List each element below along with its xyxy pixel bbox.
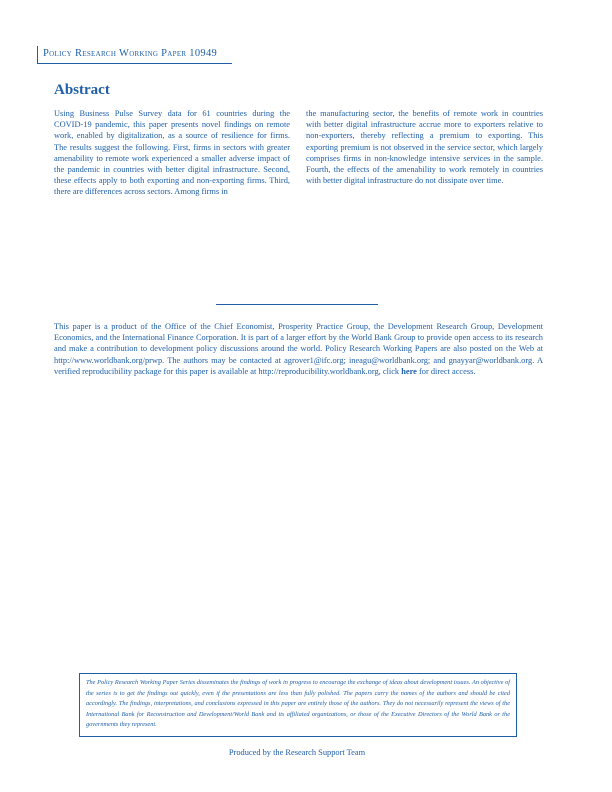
paper-info-text: This paper is a product of the Office of the Chief Economist, Prosperity Practice Group, the Development Research Group, Development Economics, and the International Finance Corporation. It is part of a larger effort by the World Bank Group to provide open access to its research and make a contribution to development policy discussions around the world. Policy Research Working Papers are also posted on the Web at http://www.worldbank.org/prwp. The authors may be contacted at agrover1@ifc.org; ineagu@worldbank.org; and gnayyar@worldbank.org. A verified reproducibility package for this paper is available at http://reproducibility.worldbank.org, click bbox=[54, 322, 543, 376]
produced-by-credit: Produced by the Research Support Team bbox=[228, 748, 366, 757]
disclaimer-box bbox=[79, 673, 517, 737]
reproducibility-link[interactable]: here bbox=[401, 366, 417, 376]
paper-info-text-end: for direct access. bbox=[416, 366, 476, 376]
series-title: Policy Research Working Paper 10949 bbox=[43, 48, 218, 59]
abstract-heading: Abstract bbox=[54, 82, 110, 98]
abstract-column-left: Using Business Pulse Survey data for 61 countries during the COVID-19 pandemic, this paper presents novel findings on remote work, enabled by digitalization, as a source of resilience for firms. The results suggest the following. First, firms in sectors with greater amenability to remote work experienced a smaller adverse impact of the pandemic in countries with better digital infrastructure. Second, these effects apply to both exporting and non-exporting firms. Third, there are differences across sectors. Among firms in bbox=[54, 109, 290, 197]
disclaimer-text: The Policy Research Working Paper Series disseminates the findings of work in progress to encourage the exchange of ideas about development issues. An objective of the series is to get the findings out quickly, even if the presentations are less than fully polished. The papers carry the names of the authors and should be cited accordingly. The findings, interpretations, and conclusions expressed in this paper are entirely those of the authors. They do not necessarily represent the views of the International Bank for Reconstruction and Development/World Bank and its affiliated organizations, or those of the Executive Directors of the World Bank or the governments they represent. bbox=[86, 679, 510, 729]
paper-info-paragraph bbox=[54, 321, 543, 377]
series-header bbox=[37, 46, 232, 64]
abstract-column-right: the manufacturing sector, the benefits of remote work in countries with better digital infrastructure accrue more to exporters relative to non-exporters, thereby reflecting a premium to exporting. This exporting premium is not observed in the service sector, which largely comprises firms in non-knowledge intensive services in the sample. Fourth, the effects of the amenability to work remotely in countries with better digital infrastructure do not dissipate over time. bbox=[306, 109, 543, 186]
section-divider bbox=[216, 304, 378, 305]
